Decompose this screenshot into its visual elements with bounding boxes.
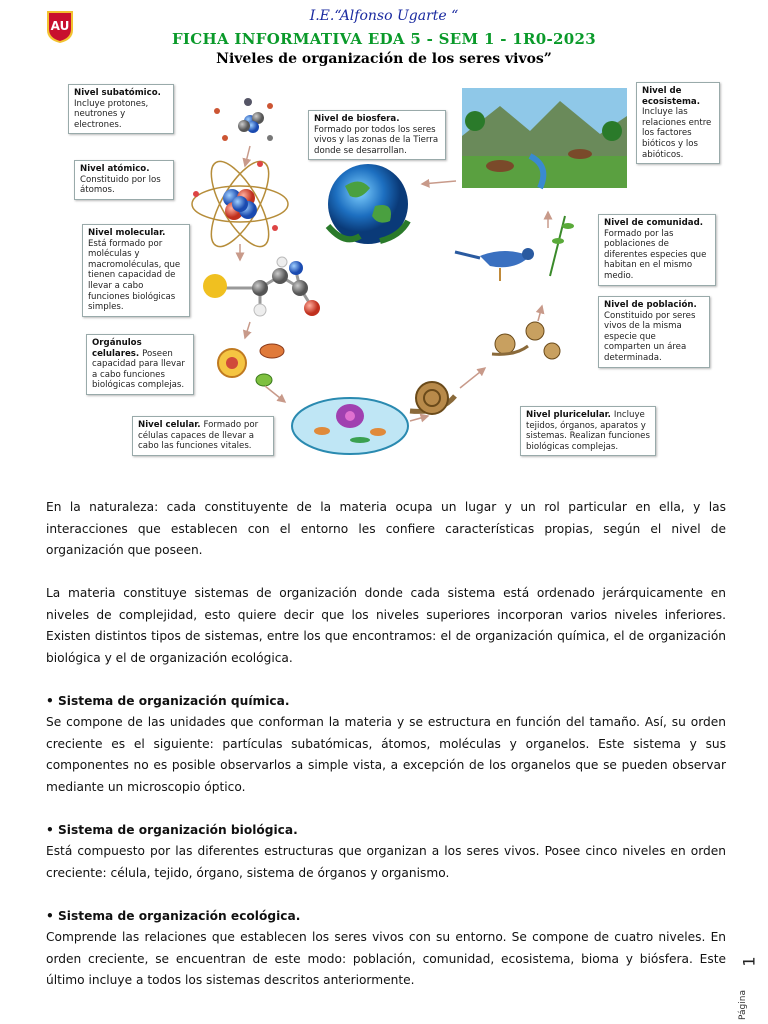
- box-ecosystem: Nivel de ecosistema. Incluye las relaciones entre los factores bióticos y los abióticos.: [636, 82, 720, 164]
- heading-biological: • Sistema de organización biológica.: [46, 822, 298, 837]
- snail-pluricellular-illustration: [410, 382, 455, 414]
- organization-levels-diagram: [60, 76, 720, 476]
- organelles-illustration: [218, 344, 284, 386]
- paragraph-ecological: Comprende las relaciones que establecen los seres vivos con su entorno. Se compone de cuatro niveles. En orden creciente, se encuentran de este modo: población, comunidad, ecosistema, bioma y biósfera. Este último incluye a todos los sistemas descritos anteriormente.: [46, 930, 726, 987]
- box-community: Nivel de comunidad. Formado por las poblaciones de diferentes especies que habitan en el mismo medio.: [598, 214, 716, 286]
- molecule-illustration: [203, 257, 320, 316]
- heading-chemical: • Sistema de organización química.: [46, 693, 290, 708]
- snail-population-illustration: [492, 322, 560, 359]
- paragraph-biological: Está compuesto por las diferentes estructuras que organizan a los seres vivos. Posee cinco niveles en orden creciente: célula, tejido, órgano, sistema de órganos y organismo.: [46, 844, 726, 880]
- earth-biosphere-illustration: [328, 164, 408, 244]
- page-number: [738, 956, 768, 1020]
- atom-illustration: [192, 153, 288, 254]
- box-subatomic: Nivel subatómico. Incluye protones, neutrones y electrones.: [68, 84, 174, 134]
- paragraph-intro: En la naturaleza: cada constituyente de la materia ocupa un lugar y un rol particular en ella, y las interacciones que establecen con el entorno les confiere características propias, según el nivel de organización que poseen.: [46, 500, 726, 557]
- cell-illustration: [292, 398, 408, 454]
- ficha-title: FICHA INFORMATIVA EDA 5 - SEM 1 - 1R0-2023: [171, 30, 596, 48]
- ecosystem-illustration: [462, 88, 627, 188]
- box-pluricellular: Nivel pluricelular. Incluye tejidos, órganos, aparatos y sistemas. Realizan funciones biológicas complejas.: [520, 406, 656, 456]
- body-text: [46, 497, 726, 992]
- box-atomic: Nivel atómico. Constituido por los átomos.: [74, 160, 174, 200]
- paragraph-systems: La materia constituye sistemas de organización donde cada sistema está ordenado jerárquicamente en niveles de complejidad, esto quiere decir que los niveles superiores incorporan varios niveles inferiores. Existen distintos tipos de sistemas, entre los que encontramos: el de organización química, el de organización biológica y el de organización ecológica.: [46, 586, 726, 665]
- box-biosphere: Nivel de biosfera. Formado por todos los seres vivos y las zonas de la Tierra donde se desarrollan.: [308, 110, 446, 160]
- section-biological: [46, 820, 726, 885]
- heading-ecological: • Sistema de organización ecológica.: [46, 908, 301, 923]
- document-subtitle: Niveles de organización de los seres vivos”: [216, 51, 552, 67]
- section-chemical: [46, 691, 726, 799]
- box-cellular: Nivel celular. Formado por células capaces de llevar a cabo las funciones vitales.: [132, 416, 274, 456]
- page-number-value: 1: [739, 956, 759, 967]
- logo-text: AU: [50, 19, 70, 33]
- box-population: Nivel de población. Constituido por seres vivos de la misma especie que comparten un área determinada.: [598, 296, 710, 368]
- box-organelles: Orgánulos celulares. Poseen capacidad para llevar a cabo funciones biológicas complejas.: [86, 334, 194, 395]
- section-ecological: [46, 906, 726, 992]
- box-molecular: Nivel molecular. Está formado por moléculas y macromoléculas, que tienen capacidad de llevar a cabo funciones biológicas simples.: [82, 224, 190, 317]
- bird-community-illustration: [455, 216, 574, 281]
- page-label: Página: [738, 990, 748, 1020]
- school-name: I.E.“Alfonso Ugarte “: [309, 8, 459, 24]
- paragraph-chemical: Se compone de las unidades que conforman la materia y se estructura en función del tamaño. Así, su orden creciente es el siguiente: partículas subatómicas, átomos, moléculas y organelos. Este sistema y sus componentes no es posible observarlos a simple vista, a excepción de los organelos que se pueden observar mediante un microscopio óptico.: [46, 715, 726, 794]
- subatomic-particles-illustration: [214, 98, 273, 141]
